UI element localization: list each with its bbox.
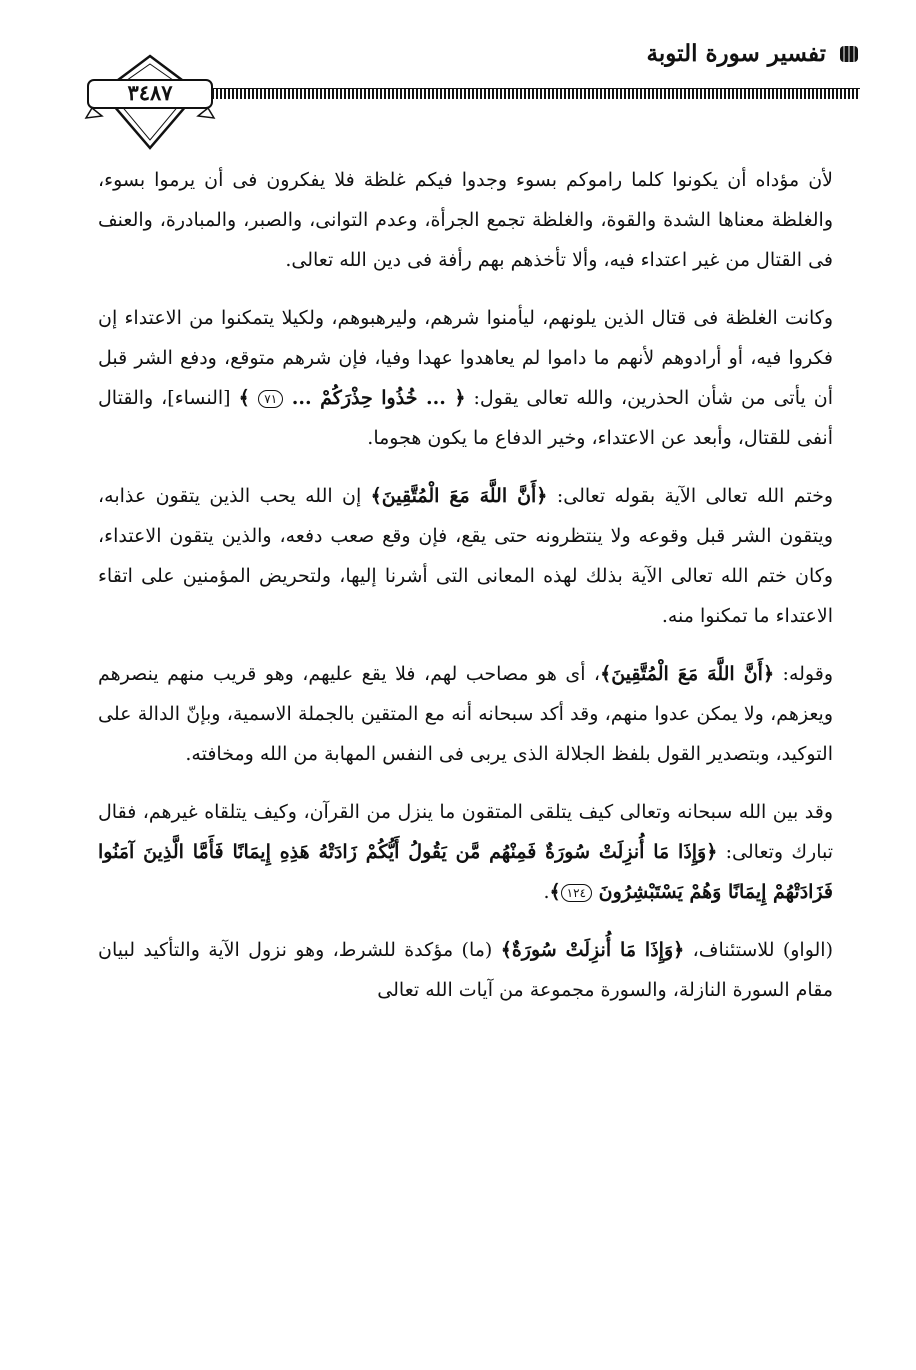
- text-span: .: [543, 881, 550, 903]
- quran-quote: ﴿وَإِذَا مَا أُنزِلَتْ سُورَةٌ فَمِنْهُم مَّن يَقُولُ أَيُّكُمْ زَادَتْهُ هَذِهِ إِيمَانًا فَأَمَّا الَّذِينَ آمَنُوا فَزَادَتْهُمْ إِيمَانًا وَهُمْ يَسْتَبْشِرُونَ: [98, 841, 833, 903]
- text-span: وكانت الغلظة فى قتال الذين يلونهم، ليأمنوا شرهم، وليرهبوهم، ولكيلا يتمكنوا من الاعتداء إن فكروا فيه، أو أرادوهم لأنهم ما داموا لم يعاهدوا عهدا وفيا، فإن شرهم متوقع، ودفع الشر قبل أن يأتى من شأن الحذرين، والله تعالى يقول:: [98, 307, 833, 409]
- text-span: (ما) مؤكدة للشرط، وهو نزول الآية والتأكيد لبيان مقام السورة النازلة، والسورة مجموعة من آيات الله تعالى: [98, 939, 833, 1001]
- paragraph: [98, 792, 833, 912]
- ayah-number-marker: ٧١: [258, 390, 283, 408]
- paragraph: [98, 654, 833, 774]
- paragraph: [98, 476, 833, 636]
- body-text: [98, 160, 833, 1010]
- quran-quote: ﴿وَإِذَا مَا أُنزِلَتْ سُورَةٌ﴾: [500, 939, 685, 961]
- text-span: لأن مؤداه أن يكونوا كلما راموكم بسوء وجدوا فيكم غلظة فلا يفكرون فى أن يرموا بسوء، والغلظة معناها الشدة والقوة، والغلظة تجمع الجرأة، وعدم التوانى، والصبر، والمبادرة، والعنف فى القتال من غير اعتداء فيه، وألا تأخذهم بهم رأفة فى دين الله تعالى.: [98, 169, 833, 271]
- text-span: إن الله يحب الذين يتقون عذابه، ويتقون الشر قبل وقوعه ولا ينتظرونه حتى يقع، فإن وقع صعب دفعه، والذين يتقون الاعتداء، وكان ختم الله تعالى الآية بذلك لهذه المعانى التى أشرنا إليها، ولتحريض المؤمنين على اتقاء الاعتداء ما تمكنوا منه.: [98, 485, 833, 627]
- quran-quote: ﴿أَنَّ اللَّهَ مَعَ الْمُتَّقِينَ﴾: [370, 485, 548, 507]
- ayah-number-marker: ١٢٤: [561, 884, 592, 902]
- surah-title: تفسير سورة التوبة: [646, 40, 826, 67]
- paragraph: [98, 160, 833, 280]
- header-rule: [160, 88, 860, 99]
- text-span: وقوله:: [774, 663, 833, 685]
- page-number-badge: [80, 52, 220, 152]
- quran-quote: ﴿ ... خُذُوا حِذْرَكُمْ ...: [283, 387, 466, 409]
- text-span: وختم الله تعالى الآية بقوله تعالى:: [547, 485, 833, 507]
- text-span: ، أى هو مصاحب لهم، فلا يقع عليهم، وهو قريب منهم ينصرهم ويعزهم، ولا يمكن عدوا منهم، وقد أكد سبحانه أنه مع المتقين بالجملة الاسمية، وبإنّ الدالة على التوكيد، وبتصدير القول بلفظ الجلالة الذى يربى فى النفس المهابة من الله ومخافته.: [98, 663, 833, 765]
- quran-quote: ﴾: [238, 387, 259, 409]
- page-number: ٣٤٨٧: [127, 80, 173, 105]
- paragraph: [98, 298, 833, 458]
- running-title: [647, 40, 860, 67]
- paragraph: [98, 930, 833, 1010]
- quran-quote: ﴾: [549, 881, 561, 903]
- text-span: [النساء]، والقتال أنفى للقتال، وأبعد عن الاعتداء، وخير الدفاع ما يكون هجوما.: [98, 387, 833, 449]
- text-span: وقد بين الله سبحانه وتعالى كيف يتلقى المتقون ما ينزل من القرآن، وكيف يتلقاه غيرهم، فقال تبارك وتعالى:: [98, 801, 834, 863]
- page-header: [60, 40, 860, 150]
- ornament-icon: [838, 43, 860, 65]
- text-span: (الواو) للاستئناف،: [684, 939, 834, 961]
- quran-quote: ﴿أَنَّ اللَّهَ مَعَ الْمُتَّقِينَ﴾: [600, 663, 775, 685]
